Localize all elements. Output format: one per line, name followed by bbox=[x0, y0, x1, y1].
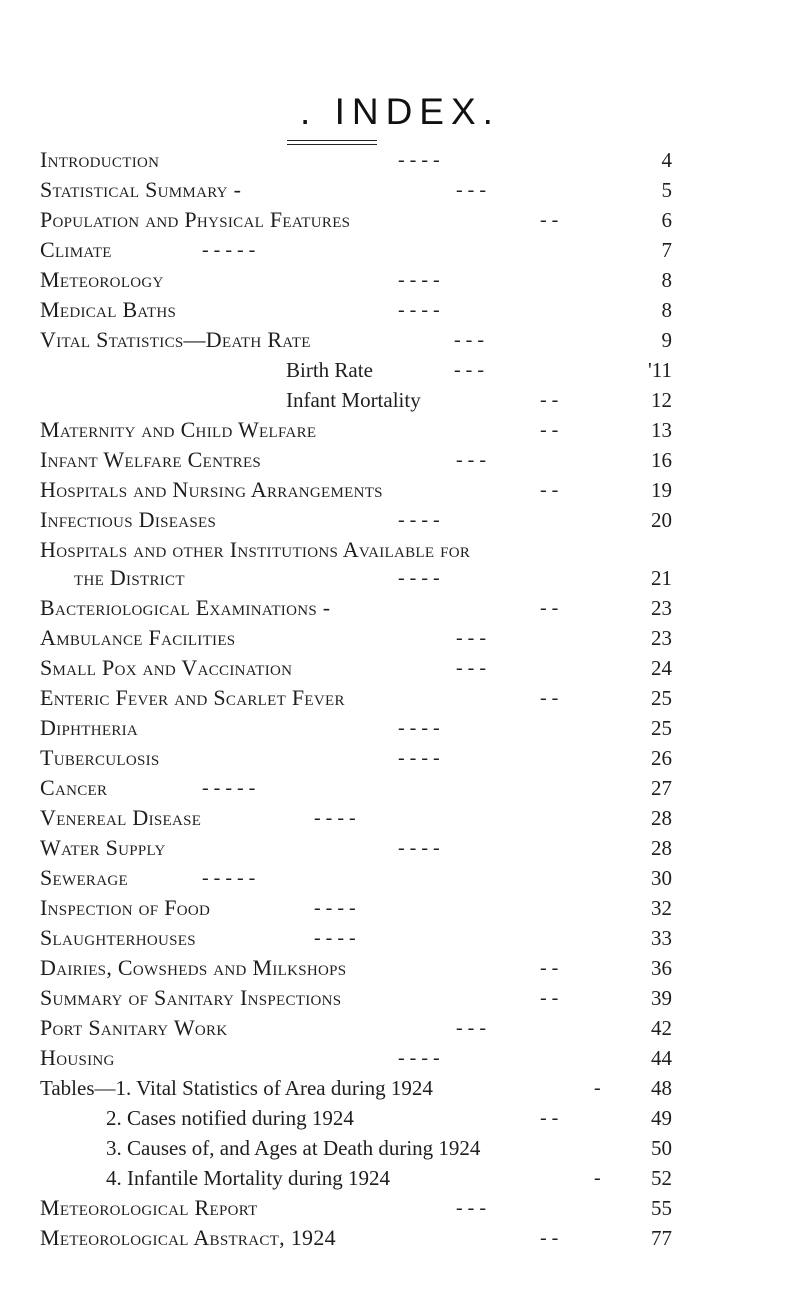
entry-label: Summary of Sanitary Inspections bbox=[40, 985, 342, 1010]
entry-label: the District bbox=[74, 565, 185, 590]
entry-page-number: 6 bbox=[661, 208, 672, 232]
entry-label: Introduction bbox=[40, 147, 160, 172]
entry-label: Infant Welfare Centres bbox=[40, 447, 262, 472]
entry-page-number: 77 bbox=[651, 1226, 672, 1250]
entry-page-number: 16 bbox=[651, 448, 672, 472]
entry-label: Enteric Fever and Scarlet Fever bbox=[40, 685, 345, 710]
entry-page-number: 13 bbox=[651, 418, 672, 442]
entry-label: Birth Rate bbox=[286, 358, 373, 382]
entry-page-number: 9 bbox=[661, 328, 672, 352]
entry-page-number: 49 bbox=[651, 1106, 672, 1130]
index-entries: Introduction - - - - 4 Statistical Summary - - - - 5 Population and Physical Features - - 6 Climate - - - - - 7 Meteorology - - - - 8 Medical Baths - - - - 8 Vital Statistics—Death Rate - - - 9 Birth Rate - - - '11 Infant Mortality - - 12 Maternity and Child Welfare - - 13 Infant Welfare Centres - - - 16 Hospitals and Nursing Arrangements - - 19 Infectious Diseases - - - - 20 Hospitals and other Institutions Available for the District - - - - 21 Bacteriological Examinations - - - 23 Ambulance Facilities - - - 23 Small Pox and Vaccination - - - 24 Enteric Fever and Scarlet Fever - - 25 Diphtheria - - - - 25 Tuberculosis - - - - 26 Cancer - - - - - 27 Venereal Disease - - - - 28 Water Supply - - - - 28 Sewerage - - - - - 30 Inspection of Food - - - - 32 Slaughterhouses - - - - 33 Dairies, Cowsheds and Milkshops - - 36 Summary of Sanitary Inspections - - 39 Port Sanitary Work - - - 42 Housing - - - - 44 Tables—1. Vital Statistics of Area during 1924 - 48 2. Cases notified during 1924 - - 49 3. Causes of, and Ages at Death during 1924 50 4. Infantile Mortality during 1924 - 52 Meteorological Report - - - 55 Meteorological Abstract, 1924 - - 77 bbox=[0, 0, 800, 1296]
entry-label: Cancer bbox=[40, 775, 108, 800]
entry-label: Climate bbox=[40, 237, 112, 262]
entry-page-number: 26 bbox=[651, 746, 672, 770]
entry-label: 4. Infantile Mortality during 1924 bbox=[106, 1166, 391, 1190]
entry-page-number: 55 bbox=[651, 1196, 672, 1220]
entry-page-number: 23 bbox=[651, 626, 672, 650]
entry-page-number: 27 bbox=[651, 776, 672, 800]
entry-page-number: 21 bbox=[651, 566, 672, 590]
entry-label: Slaughterhouses bbox=[40, 925, 196, 950]
entry-page-number: 30 bbox=[651, 866, 672, 890]
entry-label: Water Supply bbox=[40, 835, 166, 860]
entry-label: Hospitals and Nursing Arrangements bbox=[40, 477, 383, 502]
entry-page-number: 24 bbox=[651, 656, 672, 680]
entry-label: Small Pox and Vaccination bbox=[40, 655, 293, 680]
entry-page-number: 36 bbox=[651, 956, 672, 980]
entry-label: Housing bbox=[40, 1045, 115, 1070]
entry-page-number: 44 bbox=[651, 1046, 672, 1070]
entry-label: Tables—1. Vital Statistics of Area during 1924 bbox=[40, 1076, 433, 1100]
entry-label: Sewerage bbox=[40, 865, 128, 890]
entry-page-number: 8 bbox=[661, 298, 672, 322]
entry-label: Meteorology bbox=[40, 267, 164, 292]
entry-label: Population and Physical Features bbox=[40, 207, 351, 232]
entry-label: Ambulance Facilities bbox=[40, 625, 236, 650]
entry-label: Dairies, Cowsheds and Milkshops bbox=[40, 955, 347, 980]
entry-label: Inspection of Food bbox=[40, 895, 211, 920]
entry-label: Port Sanitary Work bbox=[40, 1015, 228, 1040]
entry-page-number: 25 bbox=[651, 716, 672, 740]
entry-page-number: 5 bbox=[661, 178, 672, 202]
entry-page-number: 52 bbox=[651, 1166, 672, 1190]
entry-page-number: '11 bbox=[647, 358, 672, 382]
entry-label: Infant Mortality bbox=[286, 388, 421, 412]
index-title: . INDEX. bbox=[300, 91, 500, 132]
entry-page-number: 25 bbox=[651, 686, 672, 710]
entry-label: Meteorological Abstract, 1924 bbox=[40, 1225, 336, 1250]
entry-page-number: 7 bbox=[661, 238, 672, 262]
entry-label: 3. Causes of, and Ages at Death during 1924 bbox=[106, 1136, 481, 1160]
entry-page-number: 4 bbox=[661, 148, 672, 172]
entry-page-number: 42 bbox=[651, 1016, 672, 1040]
entry-label: Vital Statistics—Death Rate bbox=[40, 327, 311, 352]
entry-label: Diphtheria bbox=[40, 715, 139, 740]
entry-page-number: 48 bbox=[651, 1076, 672, 1100]
entry-page-number: 33 bbox=[651, 926, 672, 950]
entry-page-number: 19 bbox=[651, 478, 672, 502]
entry-page-number: 8 bbox=[661, 268, 672, 292]
entry-label: Medical Baths bbox=[40, 297, 177, 322]
entry-page-number: 32 bbox=[651, 896, 672, 920]
entry-label: Bacteriological Examinations - bbox=[40, 595, 331, 620]
entry-label: Hospitals and other Institutions Available for bbox=[40, 537, 471, 562]
entry-label: Maternity and Child Welfare bbox=[40, 417, 317, 442]
entry-label: Infectious Diseases bbox=[40, 507, 217, 532]
entry-page-number: 39 bbox=[651, 986, 672, 1010]
entry-label: Venereal Disease bbox=[40, 805, 202, 830]
entry-label: Statistical Summary - bbox=[40, 177, 242, 202]
entry-page-number: 28 bbox=[651, 806, 672, 830]
entry-label: Tuberculosis bbox=[40, 745, 160, 770]
entry-label: 2. Cases notified during 1924 bbox=[106, 1106, 354, 1130]
entry-page-number: 28 bbox=[651, 836, 672, 860]
entry-page-number: 20 bbox=[651, 508, 672, 532]
entry-page-number: 12 bbox=[651, 388, 672, 412]
entry-page-number: 23 bbox=[651, 596, 672, 620]
entry-label: Meteorological Report bbox=[40, 1195, 258, 1220]
entry-page-number: 50 bbox=[651, 1136, 672, 1160]
